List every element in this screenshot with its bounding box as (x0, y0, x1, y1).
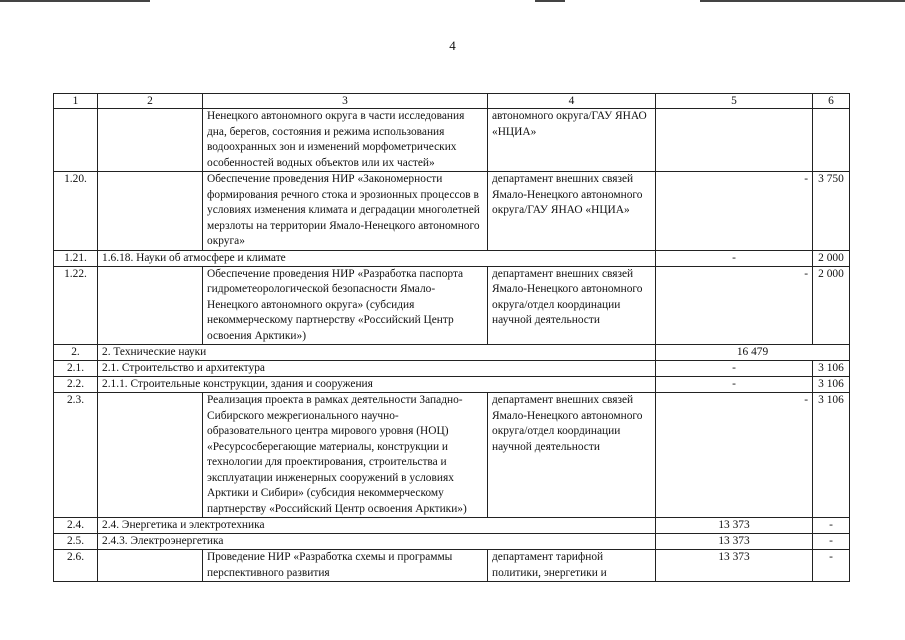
row-number: 2.4. (54, 518, 98, 534)
row-number: 2.3. (54, 393, 98, 518)
row-number: 1.22. (54, 266, 98, 345)
row-empty-cell (98, 393, 203, 518)
row-empty-cell (98, 172, 203, 251)
section-title: 2. Технические науки (98, 345, 656, 361)
table-section-row (54, 534, 850, 550)
table-section-row (54, 377, 850, 393)
section-title: 2.1.1. Строительные конструкции, здания и сооружения (98, 377, 656, 393)
row-value-6: - (813, 550, 850, 582)
header-col-3: 3 (203, 94, 488, 109)
header-col-1: 1 (54, 94, 98, 109)
row-value-6: 3 106 (813, 361, 850, 377)
scan-edge-left (0, 0, 150, 2)
row-value-6: - (813, 518, 850, 534)
header-col-4: 4 (488, 94, 656, 109)
row-value-6: 2 000 (813, 250, 850, 266)
row-number: 2. (54, 345, 98, 361)
row-value-5: - (656, 361, 813, 377)
table-row (54, 266, 850, 345)
row-description: Ненецкого автономного округа в части исследования дна, берегов, состояния и режима использования водоохранных зон и изменений морфометрических особенностей водных объектов или их частей» (203, 109, 488, 172)
row-value-5: 13 373 (656, 534, 813, 550)
row-number: 1.21. (54, 250, 98, 266)
table-section-row (54, 250, 850, 266)
row-empty-cell (98, 550, 203, 582)
row-value-6: 3 106 (813, 377, 850, 393)
table-section-row (54, 345, 850, 361)
table-header (54, 94, 850, 109)
section-title: 2.1. Строительство и архитектура (98, 361, 656, 377)
table-section-row (54, 518, 850, 534)
row-description: Реализация проекта в рамках деятельности Западно-Сибирского межрегионального научно-образовательного центра мирового уровня (НОЦ) «Ресурсосберегающие материалы, конструкции и технологии для проектирования, строительства и эксплуатации инженерных сооружений в условиях Арктики и Сибири» (субсидия некоммерческому партнерству «Российский Центр освоения Арктики») (203, 393, 488, 518)
row-number: 2.1. (54, 361, 98, 377)
table-row (54, 550, 850, 582)
row-description: Проведение НИР «Разработка схемы и программы перспективного развития (203, 550, 488, 582)
section-title: 2.4.3. Электроэнергетика (98, 534, 656, 550)
row-number: 2.2. (54, 377, 98, 393)
row-number: 1.20. (54, 172, 98, 251)
scan-edge-middle (535, 0, 565, 2)
header-col-6: 6 (813, 94, 850, 109)
row-number: 2.6. (54, 550, 98, 582)
row-description: Обеспечение проведения НИР «Закономерности формирования речного стока и эрозионных процессов в условиях изменения климата и деградации многолетней мерзлоты на территории Ямало-Ненецкого автономного округа» (203, 172, 488, 251)
row-value-5: 13 373 (656, 550, 813, 582)
table-row (54, 109, 850, 172)
header-col-5: 5 (656, 94, 813, 109)
table-row (54, 393, 850, 518)
row-value-5: 13 373 (656, 518, 813, 534)
scan-edge-right (700, 0, 905, 2)
row-value-6 (813, 109, 850, 172)
budget-table (53, 93, 850, 582)
table-row (54, 172, 850, 251)
row-executor: департамент внешних связей Ямало-Ненецкого автономного округа/ГАУ ЯНАО «НЦИА» (488, 172, 656, 251)
page-number: 4 (449, 38, 456, 53)
row-executor: департамент внешних связей Ямало-Ненецкого автономного округа/отдел координации научной деятельности (488, 266, 656, 345)
row-executor: департамент тарифной политики, энергетики и (488, 550, 656, 582)
row-value-5: - (656, 172, 813, 251)
row-value-5: - (656, 250, 813, 266)
section-total: 16 479 (656, 345, 850, 361)
row-value-6: 2 000 (813, 266, 850, 345)
row-number: 2.5. (54, 534, 98, 550)
row-executor: департамент внешних связей Ямало-Ненецкого автономного округа/отдел координации научной деятельности (488, 393, 656, 518)
row-description: Обеспечение проведения НИР «Разработка паспорта гидрометеорологической безопасности Ямало-Ненецкого автономного округа» (субсидия некоммерческому партнерству «Российский Центр освоения Арктики») (203, 266, 488, 345)
table-section-row (54, 361, 850, 377)
row-value-6: 3 106 (813, 393, 850, 518)
row-value-5: - (656, 377, 813, 393)
row-value-6: 3 750 (813, 172, 850, 251)
section-title: 2.4. Энергетика и электротехника (98, 518, 656, 534)
row-executor: автономного округа/ГАУ ЯНАО «НЦИА» (488, 109, 656, 172)
section-title: 1.6.18. Науки об атмосфере и климате (98, 250, 656, 266)
header-col-2: 2 (98, 94, 203, 109)
row-number (54, 109, 98, 172)
row-empty-cell (98, 109, 203, 172)
row-value-5: - (656, 393, 813, 518)
row-empty-cell (98, 266, 203, 345)
row-value-5 (656, 109, 813, 172)
row-value-6: - (813, 534, 850, 550)
row-value-5: - (656, 266, 813, 345)
